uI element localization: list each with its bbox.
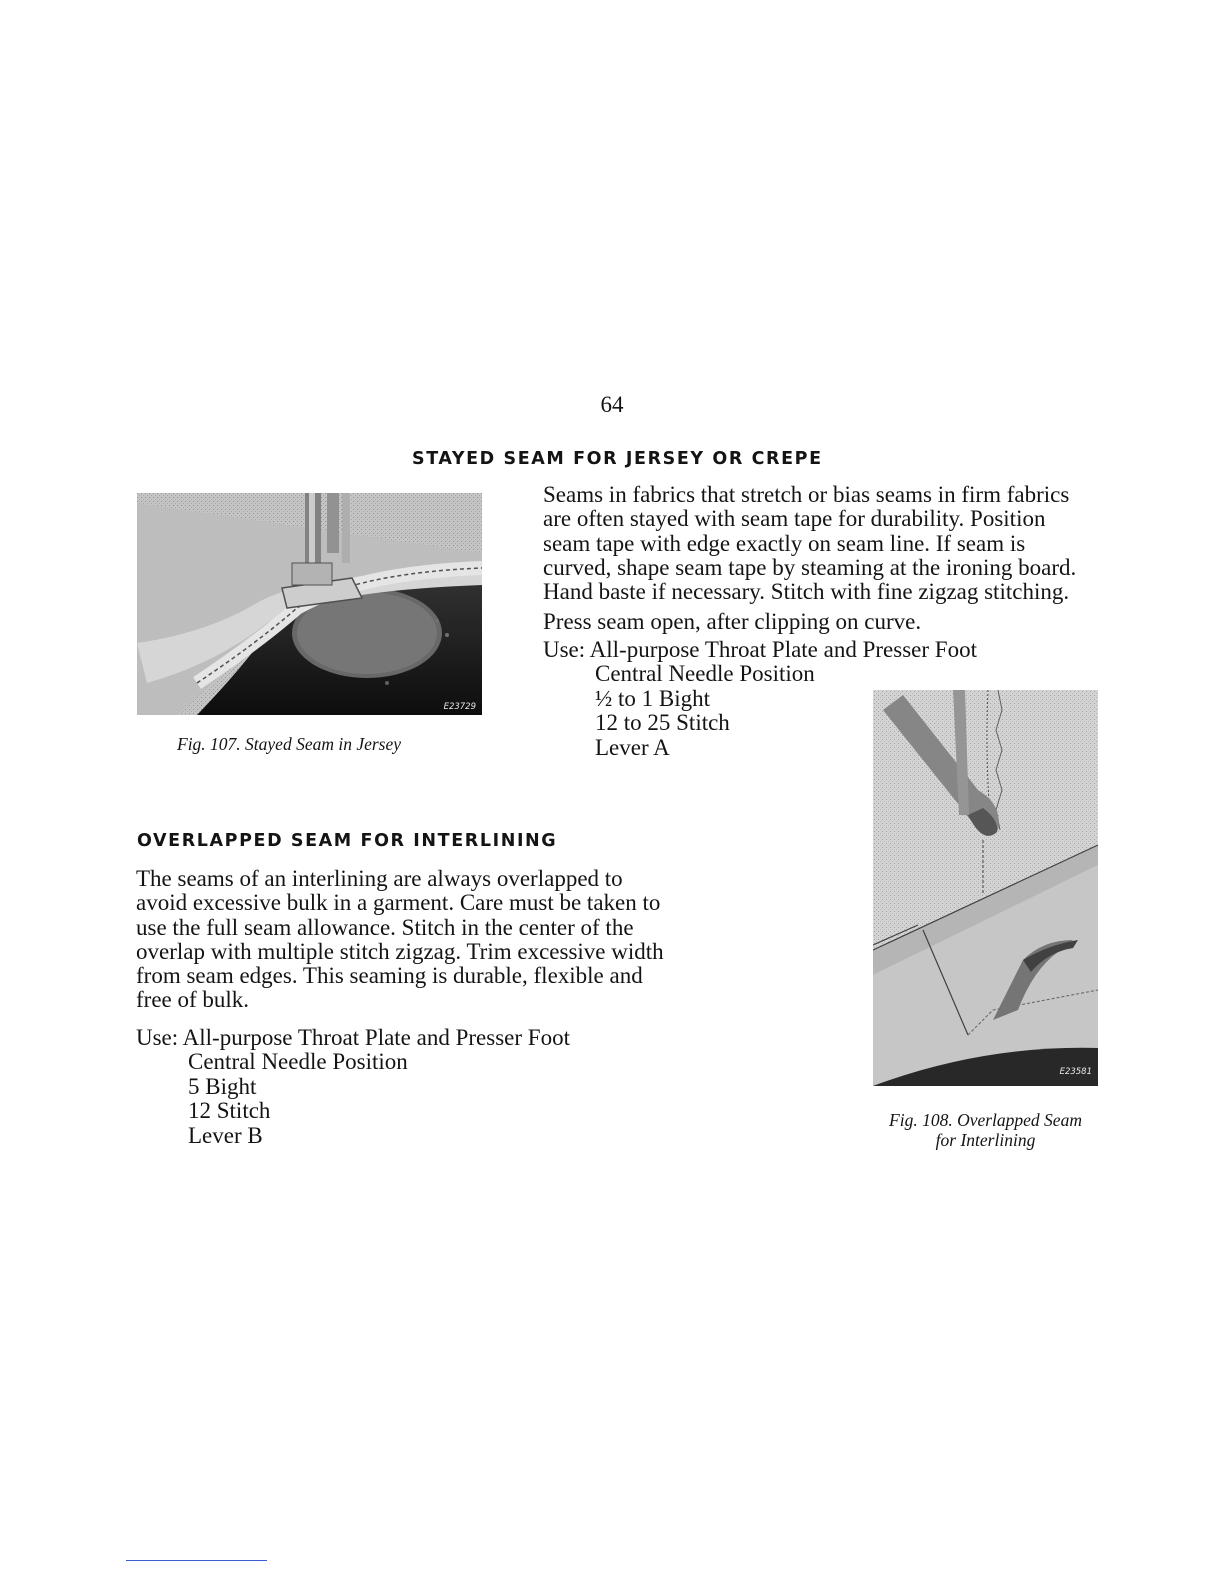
footnote-rule bbox=[126, 1560, 267, 1561]
figure-108-caption-line: for Interlining bbox=[935, 1130, 1036, 1150]
settings-line: Central Needle Position bbox=[595, 661, 815, 687]
stayed-seam-paragraph bbox=[543, 483, 1126, 604]
paragraph-line: avoid excessive bulk in a garment. Care must be taken to bbox=[136, 890, 661, 916]
overlapped-seam-settings bbox=[136, 1026, 570, 1148]
paragraph-line: from seam edges. This seaming is durable, flexible and bbox=[136, 963, 643, 989]
figure-108-caption bbox=[873, 1110, 1098, 1150]
figure-107-caption: Fig. 107. Stayed Seam in Jersey bbox=[177, 734, 402, 754]
settings-line: Central Needle Position bbox=[188, 1049, 408, 1075]
settings-line: Use: All-purpose Throat Plate and Presser Foot bbox=[136, 1025, 570, 1050]
paragraph-line: use the full seam allowance. Stitch in the center of the bbox=[136, 914, 634, 940]
section-heading-overlapped-seam: OVERLAPPED SEAM FOR INTERLINING bbox=[137, 831, 558, 851]
figure-108-code: E23581 bbox=[1059, 1067, 1092, 1077]
settings-line: ½ to 1 Bight bbox=[595, 685, 711, 711]
settings-line: 12 to 25 Stitch bbox=[595, 710, 730, 736]
settings-line: 5 Bight bbox=[188, 1073, 257, 1099]
overlapped-seam-paragraph bbox=[136, 867, 718, 1013]
section-heading-stayed-seam: STAYED SEAM FOR JERSEY OR CREPE bbox=[412, 449, 823, 469]
paragraph-line: The seams of an interlining are always overlapped to bbox=[136, 866, 623, 891]
figure-108-caption-line: Fig. 108. Overlapped Seam bbox=[889, 1110, 1082, 1130]
paragraph-line: are often stayed with seam tape for durability. Position bbox=[543, 506, 1046, 532]
paragraph-line: curved, shape seam tape by steaming at the ironing board. bbox=[543, 554, 1077, 580]
paragraph-line: seam tape with edge exactly on seam line. If seam is bbox=[543, 530, 1026, 556]
page-number: 64 bbox=[600, 392, 624, 417]
paragraph-line: Hand baste if necessary. Stitch with fine zigzag stitching. bbox=[543, 579, 1070, 605]
figure-107-photo bbox=[137, 493, 482, 715]
settings-line: Lever A bbox=[595, 734, 670, 760]
figure-107-code: E23729 bbox=[443, 702, 476, 712]
settings-line: 12 Stitch bbox=[188, 1098, 271, 1124]
settings-line: Lever B bbox=[188, 1122, 263, 1148]
settings-line: Use: All-purpose Throat Plate and Presser Foot bbox=[543, 637, 977, 662]
stayed-seam-press-note: Press seam open, after clipping on curve. bbox=[543, 609, 922, 634]
paragraph-line: free of bulk. bbox=[136, 987, 250, 1013]
paragraph-line: overlap with multiple stitch zigzag. Trim excessive width bbox=[136, 938, 664, 964]
figure-108-photo bbox=[873, 690, 1098, 1086]
paragraph-line: Seams in fabrics that stretch or bias seams in firm fabrics bbox=[543, 482, 1070, 507]
